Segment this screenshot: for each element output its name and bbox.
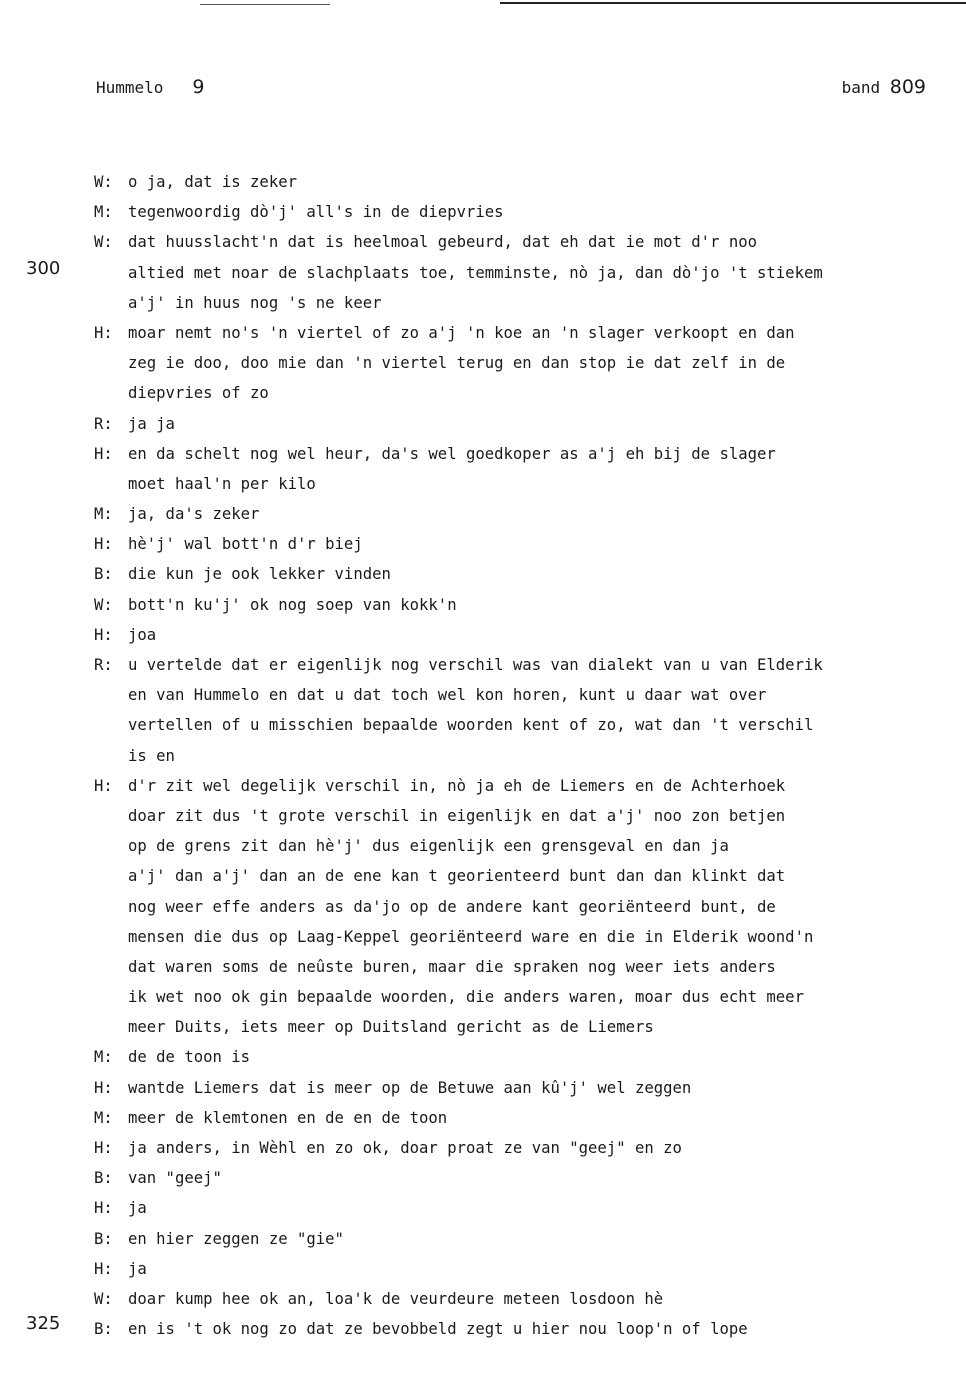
transcript-line [0, 167, 966, 197]
transcript-line [0, 439, 966, 469]
line-text: d'r zit wel degelijk verschil in, nò ja eh de Liemers en de Achterhoek [128, 776, 786, 795]
header-band-label: band [841, 78, 881, 97]
line-text: ja anders, in Wèhl en zo ok, doar proat ze van "geej" en zo [128, 1139, 682, 1157]
speaker-label: W: [94, 1289, 113, 1308]
line-text: meer Duits, iets meer op Duitsland gericht as de Liemers [128, 1018, 654, 1037]
line-text: en is 't ok nog zo dat ze bevobbeld zegt u hier nou loop'n of lope [128, 1320, 748, 1339]
transcript-line [0, 650, 966, 680]
line-text: hè'j' wal bott'n d'r biej [128, 535, 363, 554]
transcript-line [0, 318, 966, 348]
transcript-line [0, 1224, 966, 1254]
speaker-label: M: [94, 505, 113, 524]
transcript-line [0, 348, 966, 378]
transcript-line [0, 620, 966, 650]
speaker-label: W: [94, 173, 113, 191]
transcript-line [0, 982, 966, 1012]
transcript-line [0, 559, 966, 589]
speaker-label: H: [94, 1078, 113, 1097]
line-text: ja [128, 1259, 147, 1278]
line-text: dat waren soms de neûste buren, maar die spraken nog weer iets anders [128, 957, 776, 976]
transcript-line [0, 378, 966, 408]
line-text: moar nemt no's 'n viertel of zo a'j 'n koe an 'n slager verkoopt en dan [128, 323, 795, 342]
transcript-line [0, 469, 966, 499]
transcript [0, 167, 966, 1344]
speaker-label: M: [94, 203, 113, 222]
page-header-left [96, 76, 204, 98]
transcript-line [0, 258, 966, 288]
line-text: mensen die dus op Laag-Keppel georiënteerd ware en die in Elderik woond'n [128, 927, 814, 946]
line-text: joa [128, 625, 157, 644]
speaker-label: W: [94, 233, 113, 252]
line-text: en da schelt nog wel heur, da's wel goedkoper as a'j eh bij de slager [128, 444, 776, 463]
speaker-label: B: [94, 1169, 113, 1188]
transcript-line [0, 227, 966, 257]
scan-line-left [200, 4, 330, 5]
line-text: vertellen of u misschien bepaalde woorden kent of zo, wat dan 't verschil [128, 716, 814, 735]
line-text: en van Hummelo en dat u dat toch wel kon horen, kunt u daar wat over [128, 686, 767, 705]
line-text: van "geej" [128, 1169, 222, 1188]
transcript-line [0, 197, 966, 227]
transcript-line [0, 831, 966, 861]
line-text: u vertelde dat er eigenlijk nog verschil was van dialekt van u van Elderik [128, 656, 823, 674]
speaker-label: M: [94, 1048, 113, 1067]
transcript-line [0, 1042, 966, 1072]
transcript-line [0, 741, 966, 771]
speaker-label: H: [94, 323, 113, 342]
line-text: ja [128, 1199, 147, 1218]
speaker-label: H: [94, 776, 113, 795]
line-text: a'j' in huus nog 's ne keer [128, 293, 382, 312]
scan-line-right [500, 2, 966, 4]
transcript-line [0, 1133, 966, 1163]
line-text: wantde Liemers dat is meer op de Betuwe aan kû'j' wel zeggen [128, 1078, 692, 1097]
transcript-line [0, 1193, 966, 1223]
transcript-line [0, 680, 966, 710]
speaker-label: R: [94, 414, 113, 433]
line-text: op de grens zit dan hè'j' dus eigenlijk een grensgeval en dan ja [128, 837, 729, 856]
line-text: tegenwoordig dò'j' all's in de diepvries [128, 203, 504, 222]
transcript-line [0, 529, 966, 559]
line-text: doar zit dus 't grote verschil in eigenlijk en dat a'j' noo zon betjen [128, 806, 786, 825]
transcript-line [0, 1284, 966, 1314]
header-place: Hummelo [96, 78, 164, 97]
speaker-label: H: [94, 625, 113, 644]
line-text: ja ja [128, 414, 175, 433]
transcript-line [0, 952, 966, 982]
line-text: nog weer effe anders as da'jo op de andere kant georiënteerd bunt, de [128, 897, 776, 916]
margin-number-top: 300 [26, 258, 61, 279]
transcript-line [0, 710, 966, 740]
line-text: diepvries of zo [128, 384, 269, 403]
line-text: o ja, dat is zeker [128, 173, 297, 191]
transcript-line [0, 1163, 966, 1193]
line-text: meer de klemtonen en de en de toon [128, 1108, 448, 1127]
line-text: ja, da's zeker [128, 505, 260, 524]
transcript-line [0, 499, 966, 529]
line-text: en hier zeggen ze "gie" [128, 1229, 344, 1248]
speaker-label: W: [94, 595, 113, 614]
speaker-label: B: [94, 1229, 113, 1248]
header-page-number: 9 [192, 76, 205, 98]
line-text: ik wet noo ok gin bepaalde woorden, die anders waren, moar dus echt meer [128, 988, 804, 1007]
transcript-line [0, 771, 966, 801]
transcript-line [0, 288, 966, 318]
transcript-line [0, 1314, 966, 1344]
speaker-label: R: [94, 656, 113, 674]
line-text: altied met noar de slachplaats toe, temminste, nò ja, dan dò'jo 't stiekem [128, 263, 823, 282]
transcript-line [0, 861, 966, 891]
speaker-label: B: [94, 1320, 113, 1339]
page-header-right [842, 76, 926, 98]
line-text: doar kump hee ok an, loa'k de veurdeure meteen losdoon hè [128, 1289, 664, 1308]
line-text: dat huusslacht'n dat is heelmoal gebeurd, dat eh dat ie mot d'r noo [128, 233, 758, 252]
transcript-line [0, 1254, 966, 1284]
transcript-line [0, 409, 966, 439]
speaker-label: B: [94, 565, 113, 584]
transcript-line [0, 1103, 966, 1133]
transcript-line [0, 801, 966, 831]
header-band-number: 809 [889, 76, 926, 98]
speaker-label: H: [94, 1139, 113, 1157]
speaker-label: H: [94, 444, 113, 463]
margin-number-bottom: 325 [26, 1313, 61, 1334]
transcript-line [0, 1012, 966, 1042]
line-text: die kun je ook lekker vinden [128, 565, 391, 584]
line-text: zeg ie doo, doo mie dan 'n viertel terug en dan stop ie dat zelf in de [128, 354, 786, 373]
transcript-line [0, 892, 966, 922]
line-text: moet haal'n per kilo [128, 474, 316, 493]
line-text: a'j' dan a'j' dan an de ene kan t georienteerd bunt dan dan klinkt dat [128, 867, 786, 886]
line-text: bott'n ku'j' ok nog soep van kokk'n [128, 595, 457, 614]
transcript-line [0, 922, 966, 952]
transcript-line [0, 590, 966, 620]
speaker-label: M: [94, 1108, 113, 1127]
speaker-label: H: [94, 1199, 113, 1218]
speaker-label: H: [94, 535, 113, 554]
line-text: de de toon is [128, 1048, 251, 1067]
speaker-label: H: [94, 1259, 113, 1278]
line-text: is en [128, 746, 175, 765]
transcript-line [0, 1073, 966, 1103]
